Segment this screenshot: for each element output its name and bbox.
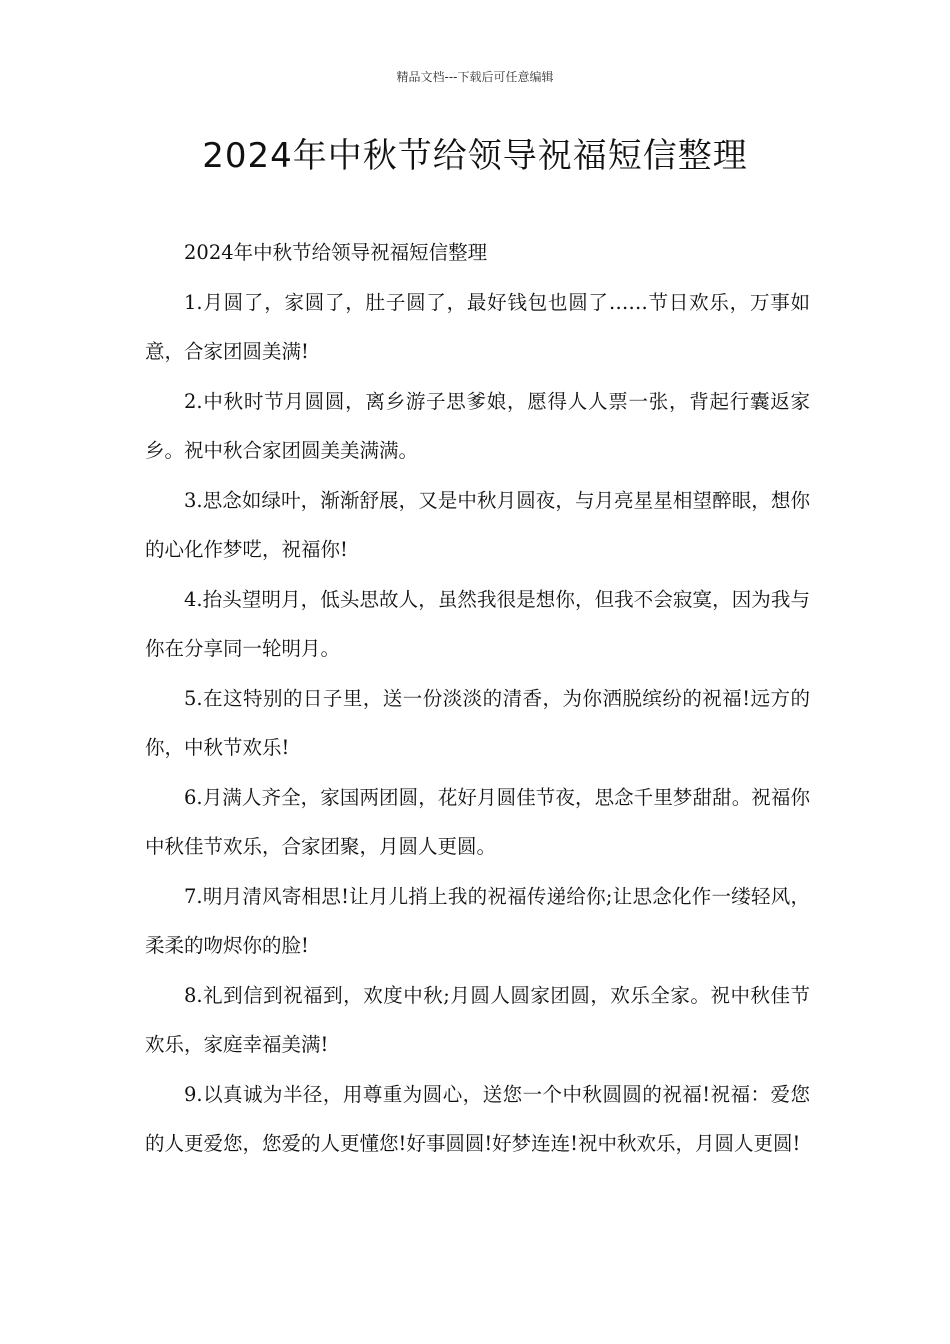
- paragraph-3: 3.思念如绿叶，渐渐舒展，又是中秋月圆夜，与月亮星星相望醉眼，想你的心化作梦呓，祝福你!: [145, 488, 810, 561]
- paragraph-1: 1.月圆了，家圆了，肚子圆了，最好钱包也圆了……节日欢乐，万事如意，合家团圆美满!: [145, 290, 810, 363]
- paragraph-4: 4.抬头望明月，低头思故人，虽然我很是想你，但我不会寂寞，因为我与你在分享同一轮明月。: [145, 587, 810, 660]
- paragraph-2: 2.中秋时节月圆圆，离乡游子思爹娘，愿得人人票一张，背起行囊返家乡。祝中秋合家团圆美美满满。: [145, 389, 810, 462]
- document-title: 2024年中秋节给领导祝福短信整理: [202, 136, 748, 176]
- paragraph-5: 5.在这特别的日子里，送一份淡淡的清香，为你洒脱缤纷的祝福!远方的你，中秋节欢乐!: [145, 686, 810, 759]
- paragraph-intro: 2024年中秋节给领导祝福短信整理: [184, 241, 488, 264]
- document-body: [145, 228, 810, 1169]
- paragraph-7: 7.明月清风寄相思!让月儿捎上我的祝福传递给你;让思念化作一缕轻风，柔柔的吻烬你的脸!: [145, 884, 810, 957]
- paragraph-8: 8.礼到信到祝福到，欢度中秋;月圆人圆家团圆，欢乐全家。祝中秋佳节欢乐，家庭幸福美满!: [145, 983, 810, 1056]
- paragraph-6: 6.月满人齐全，家国两团圆，花好月圆佳节夜，思念千里梦甜甜。祝福你中秋佳节欢乐，合家团聚，月圆人更圆。: [145, 785, 810, 858]
- header-note: 精品文档---下载后可任意编辑: [396, 70, 554, 84]
- paragraph-9: 9.以真诚为半径，用尊重为圆心，送您一个中秋圆圆的祝福!祝福：爱您的人更爱您，您爱的人更懂您!好事圆圆!好梦连连!祝中秋欢乐，月圆人更圆!: [145, 1082, 810, 1155]
